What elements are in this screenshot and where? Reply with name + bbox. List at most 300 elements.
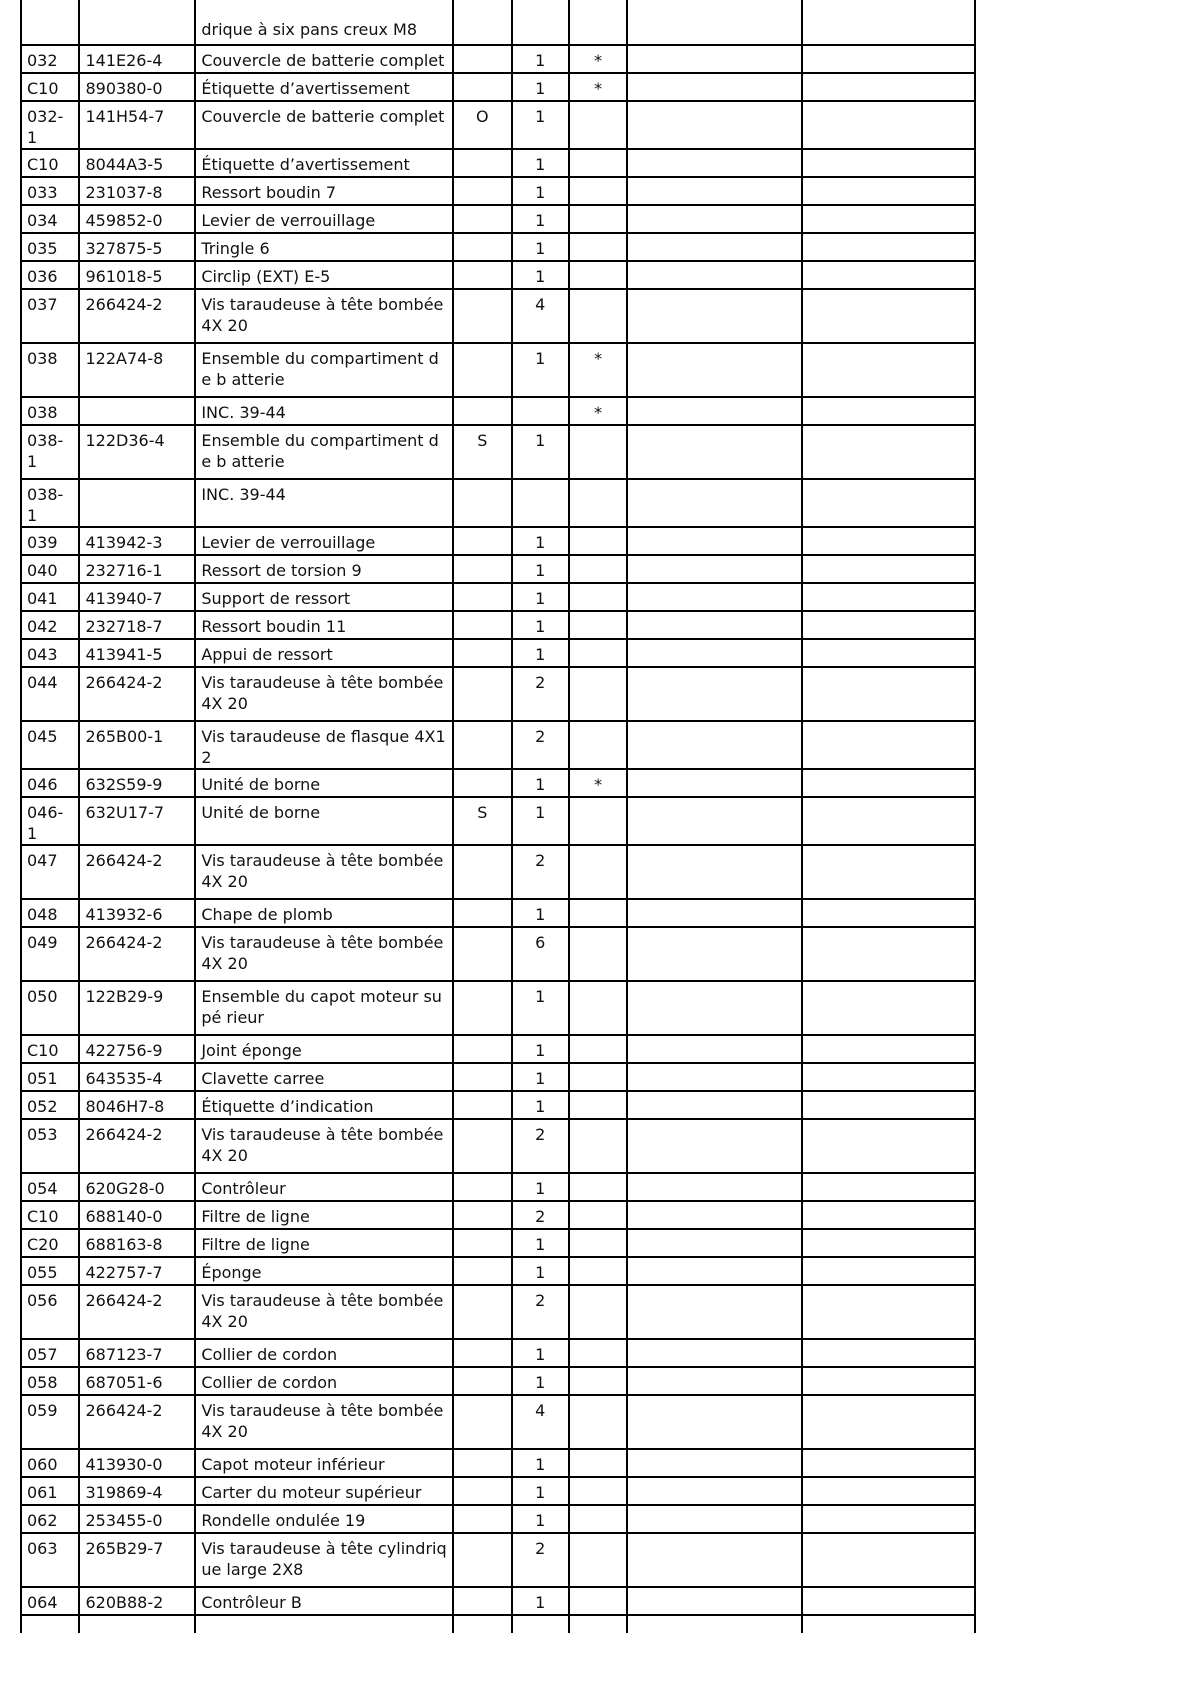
extra-cell-2 — [802, 1449, 975, 1477]
description-cell: Circlip (EXT) E-5 — [195, 261, 453, 289]
note-cell: S — [453, 425, 511, 479]
extra-cell-2 — [802, 611, 975, 639]
extra-cell-2 — [802, 667, 975, 721]
part-number-cell: 413942-3 — [79, 527, 195, 555]
table-row — [21, 1229, 975, 1257]
item-number-cell: 043 — [21, 639, 79, 667]
item-number-cell: C20 — [21, 1229, 79, 1257]
description-cell: Étiquette d’avertissement — [195, 149, 453, 177]
extra-cell-2 — [802, 845, 975, 899]
extra-cell-1 — [627, 101, 801, 149]
part-number-cell: 459852-0 — [79, 205, 195, 233]
extra-cell-1 — [627, 1173, 801, 1201]
description-cell: Vis taraudeuse à tête cylindrique large 2X8 — [195, 1533, 453, 1587]
extra-cell-2 — [802, 1063, 975, 1091]
extra-cell-1 — [627, 177, 801, 205]
description-cell: drique à six pans creux M8 — [195, 0, 453, 45]
table-row — [21, 1091, 975, 1119]
description-cell: Contrôleur B — [195, 1587, 453, 1615]
description-cell: Étiquette d’avertissement — [195, 73, 453, 101]
mark-cell: * — [569, 343, 627, 397]
part-number-cell: 232716-1 — [79, 555, 195, 583]
note-cell — [453, 1201, 511, 1229]
quantity-cell: 1 — [512, 583, 569, 611]
table-row — [21, 639, 975, 667]
extra-cell-1 — [627, 1063, 801, 1091]
quantity-cell: 1 — [512, 899, 569, 927]
extra-cell-2 — [802, 261, 975, 289]
quantity-cell: 1 — [512, 1091, 569, 1119]
quantity-cell: 1 — [512, 1367, 569, 1395]
note-cell — [453, 639, 511, 667]
note-cell — [453, 611, 511, 639]
mark-cell — [569, 149, 627, 177]
description-cell: Joint éponge — [195, 1035, 453, 1063]
quantity-cell: 1 — [512, 1477, 569, 1505]
description-cell: Filtre de ligne — [195, 1201, 453, 1229]
extra-cell-2 — [802, 1505, 975, 1533]
description-cell: Étiquette d’indication — [195, 1091, 453, 1119]
part-number-cell: 266424-2 — [79, 845, 195, 899]
table-row — [21, 667, 975, 721]
extra-cell-1 — [627, 639, 801, 667]
item-number-cell: 064 — [21, 1587, 79, 1615]
table-row — [21, 1449, 975, 1477]
note-cell — [453, 527, 511, 555]
note-cell — [453, 1505, 511, 1533]
item-number-cell: 032 — [21, 45, 79, 73]
description-cell: Rondelle ondulée 19 — [195, 1505, 453, 1533]
mark-cell — [569, 1119, 627, 1173]
quantity-cell: 1 — [512, 981, 569, 1035]
part-number-cell: 319869-4 — [79, 1477, 195, 1505]
table-row — [21, 555, 975, 583]
item-number-cell: C10 — [21, 1201, 79, 1229]
extra-cell-2 — [802, 1615, 975, 1633]
quantity-cell: 2 — [512, 1119, 569, 1173]
part-number-cell: 266424-2 — [79, 667, 195, 721]
extra-cell-2 — [802, 1257, 975, 1285]
item-number-cell: 055 — [21, 1257, 79, 1285]
mark-cell — [569, 555, 627, 583]
table-row — [21, 1119, 975, 1173]
mark-cell — [569, 1229, 627, 1257]
quantity-cell: 1 — [512, 797, 569, 845]
item-number-cell: 042 — [21, 611, 79, 639]
description-cell: Collier de cordon — [195, 1339, 453, 1367]
quantity-cell: 1 — [512, 1173, 569, 1201]
part-number-cell — [79, 397, 195, 425]
mark-cell — [569, 177, 627, 205]
item-number-cell: 053 — [21, 1119, 79, 1173]
note-cell — [453, 981, 511, 1035]
part-number-cell: 266424-2 — [79, 927, 195, 981]
note-cell — [453, 769, 511, 797]
item-number-cell: 059 — [21, 1395, 79, 1449]
description-cell: Vis taraudeuse à tête bombée 4X 20 — [195, 1395, 453, 1449]
mark-cell — [569, 1091, 627, 1119]
table-row — [21, 233, 975, 261]
note-cell — [453, 479, 511, 527]
quantity-cell: 1 — [512, 1257, 569, 1285]
description-cell: Ressort boudin 7 — [195, 177, 453, 205]
note-cell — [453, 1119, 511, 1173]
quantity-cell: 1 — [512, 261, 569, 289]
quantity-cell: 1 — [512, 1229, 569, 1257]
note-cell — [453, 205, 511, 233]
extra-cell-1 — [627, 1367, 801, 1395]
parts-list-table — [20, 0, 976, 1633]
part-number-cell: 413932-6 — [79, 899, 195, 927]
part-number-cell: 632S59-9 — [79, 769, 195, 797]
mark-cell — [569, 797, 627, 845]
part-number-cell: 643535-4 — [79, 1063, 195, 1091]
item-number-cell: 039 — [21, 527, 79, 555]
parts-table-body — [21, 0, 975, 1633]
table-row — [21, 397, 975, 425]
extra-cell-1 — [627, 397, 801, 425]
note-cell — [453, 583, 511, 611]
extra-cell-1 — [627, 261, 801, 289]
table-row — [21, 769, 975, 797]
part-number-cell: 422756-9 — [79, 1035, 195, 1063]
note-cell — [453, 1035, 511, 1063]
description-cell: Levier de verrouillage — [195, 527, 453, 555]
part-number-cell: 890380-0 — [79, 73, 195, 101]
table-row — [21, 1367, 975, 1395]
note-cell — [453, 0, 511, 45]
item-number-cell: 044 — [21, 667, 79, 721]
table-row — [21, 797, 975, 845]
extra-cell-1 — [627, 1035, 801, 1063]
mark-cell — [569, 527, 627, 555]
note-cell — [453, 1285, 511, 1339]
note-cell — [453, 261, 511, 289]
extra-cell-2 — [802, 527, 975, 555]
extra-cell-1 — [627, 479, 801, 527]
quantity-cell: 1 — [512, 149, 569, 177]
extra-cell-2 — [802, 101, 975, 149]
mark-cell — [569, 261, 627, 289]
note-cell — [453, 1339, 511, 1367]
mark-cell — [569, 1257, 627, 1285]
note-cell — [453, 721, 511, 769]
part-number-cell — [79, 479, 195, 527]
table-row — [21, 149, 975, 177]
extra-cell-1 — [627, 927, 801, 981]
extra-cell-2 — [802, 1477, 975, 1505]
mark-cell — [569, 667, 627, 721]
note-cell — [453, 845, 511, 899]
quantity-cell: 1 — [512, 1505, 569, 1533]
extra-cell-1 — [627, 1449, 801, 1477]
part-number-cell: 687051-6 — [79, 1367, 195, 1395]
table-row — [21, 1173, 975, 1201]
extra-cell-2 — [802, 397, 975, 425]
item-number-cell: C10 — [21, 73, 79, 101]
mark-cell — [569, 1449, 627, 1477]
description-cell: Unité de borne — [195, 769, 453, 797]
item-number-cell: 038 — [21, 397, 79, 425]
extra-cell-2 — [802, 1173, 975, 1201]
extra-cell-1 — [627, 583, 801, 611]
mark-cell — [569, 1063, 627, 1091]
item-number-cell: 052 — [21, 1091, 79, 1119]
description-cell: Vis taraudeuse à tête bombée 4X 20 — [195, 1119, 453, 1173]
quantity-cell: 1 — [512, 73, 569, 101]
note-cell — [453, 1063, 511, 1091]
mark-cell — [569, 479, 627, 527]
part-number-cell: 413941-5 — [79, 639, 195, 667]
extra-cell-2 — [802, 981, 975, 1035]
part-number-cell: 687123-7 — [79, 1339, 195, 1367]
description-cell: Vis taraudeuse à tête bombée 4X 20 — [195, 1285, 453, 1339]
mark-cell — [569, 721, 627, 769]
mark-cell — [569, 233, 627, 261]
quantity-cell: 1 — [512, 1035, 569, 1063]
item-number-cell: 041 — [21, 583, 79, 611]
mark-cell: * — [569, 397, 627, 425]
table-row — [21, 205, 975, 233]
item-number-cell: 033 — [21, 177, 79, 205]
description-cell: INC. 39-44 — [195, 397, 453, 425]
part-number-cell: 122B29-9 — [79, 981, 195, 1035]
item-number-cell: 063 — [21, 1533, 79, 1587]
table-row — [21, 721, 975, 769]
extra-cell-2 — [802, 1587, 975, 1615]
part-number-cell: 266424-2 — [79, 1119, 195, 1173]
extra-cell-1 — [627, 611, 801, 639]
note-cell — [453, 149, 511, 177]
table-row — [21, 611, 975, 639]
extra-cell-1 — [627, 289, 801, 343]
description-cell: Couvercle de batterie complet — [195, 101, 453, 149]
extra-cell-1 — [627, 1339, 801, 1367]
extra-cell-1 — [627, 73, 801, 101]
quantity-cell: 1 — [512, 177, 569, 205]
note-cell — [453, 1587, 511, 1615]
mark-cell: * — [569, 73, 627, 101]
item-number-cell: C10 — [21, 1035, 79, 1063]
mark-cell — [569, 1505, 627, 1533]
quantity-cell: 1 — [512, 1063, 569, 1091]
extra-cell-2 — [802, 1091, 975, 1119]
note-cell — [453, 555, 511, 583]
extra-cell-2 — [802, 233, 975, 261]
note-cell — [453, 1173, 511, 1201]
extra-cell-2 — [802, 1035, 975, 1063]
extra-cell-1 — [627, 899, 801, 927]
mark-cell — [569, 205, 627, 233]
mark-cell — [569, 425, 627, 479]
extra-cell-1 — [627, 343, 801, 397]
description-cell — [195, 1615, 453, 1633]
part-number-cell: 122D36-4 — [79, 425, 195, 479]
note-cell — [453, 45, 511, 73]
extra-cell-1 — [627, 1533, 801, 1587]
extra-cell-2 — [802, 927, 975, 981]
description-cell: Support de ressort — [195, 583, 453, 611]
mark-cell — [569, 0, 627, 45]
extra-cell-2 — [802, 0, 975, 45]
quantity-cell: 1 — [512, 555, 569, 583]
mark-cell — [569, 289, 627, 343]
extra-cell-1 — [627, 555, 801, 583]
mark-cell — [569, 1615, 627, 1633]
description-cell: Ressort boudin 11 — [195, 611, 453, 639]
part-number-cell: 632U17-7 — [79, 797, 195, 845]
note-cell — [453, 1449, 511, 1477]
mark-cell — [569, 1587, 627, 1615]
table-row — [21, 1285, 975, 1339]
quantity-cell: 2 — [512, 845, 569, 899]
table-row — [21, 981, 975, 1035]
extra-cell-2 — [802, 1201, 975, 1229]
quantity-cell: 1 — [512, 205, 569, 233]
extra-cell-1 — [627, 45, 801, 73]
part-number-cell — [79, 1615, 195, 1633]
extra-cell-2 — [802, 479, 975, 527]
quantity-cell: 1 — [512, 639, 569, 667]
description-cell: Éponge — [195, 1257, 453, 1285]
quantity-cell: 1 — [512, 343, 569, 397]
table-row — [21, 343, 975, 397]
extra-cell-1 — [627, 1395, 801, 1449]
item-number-cell: 032-1 — [21, 101, 79, 149]
description-cell: Contrôleur — [195, 1173, 453, 1201]
quantity-cell: 2 — [512, 1533, 569, 1587]
part-number-cell: 327875-5 — [79, 233, 195, 261]
note-cell — [453, 1091, 511, 1119]
extra-cell-1 — [627, 1505, 801, 1533]
part-number-cell: 688140-0 — [79, 1201, 195, 1229]
extra-cell-2 — [802, 769, 975, 797]
extra-cell-2 — [802, 639, 975, 667]
note-cell — [453, 1477, 511, 1505]
extra-cell-1 — [627, 797, 801, 845]
description-cell: Carter du moteur supérieur — [195, 1477, 453, 1505]
part-number-cell: 122A74-8 — [79, 343, 195, 397]
mark-cell — [569, 611, 627, 639]
note-cell — [453, 1533, 511, 1587]
extra-cell-1 — [627, 1285, 801, 1339]
quantity-cell: 1 — [512, 611, 569, 639]
extra-cell-2 — [802, 555, 975, 583]
part-number-cell: 620B88-2 — [79, 1587, 195, 1615]
extra-cell-2 — [802, 177, 975, 205]
item-number-cell: 054 — [21, 1173, 79, 1201]
part-number-cell: 8046H7-8 — [79, 1091, 195, 1119]
part-number-cell: 413930-0 — [79, 1449, 195, 1477]
table-row — [21, 1035, 975, 1063]
table-row — [21, 45, 975, 73]
quantity-cell: 6 — [512, 927, 569, 981]
item-number-cell: 036 — [21, 261, 79, 289]
table-row — [21, 425, 975, 479]
note-cell — [453, 343, 511, 397]
extra-cell-1 — [627, 721, 801, 769]
quantity-cell — [512, 1615, 569, 1633]
part-number-cell: 266424-2 — [79, 1285, 195, 1339]
mark-cell — [569, 1339, 627, 1367]
description-cell: Ensemble du capot moteur supé rieur — [195, 981, 453, 1035]
description-cell: Clavette carree — [195, 1063, 453, 1091]
mark-cell — [569, 1367, 627, 1395]
table-row — [21, 73, 975, 101]
note-cell — [453, 233, 511, 261]
note-cell — [453, 1257, 511, 1285]
table-row — [21, 1339, 975, 1367]
part-number-cell: 265B00-1 — [79, 721, 195, 769]
extra-cell-2 — [802, 797, 975, 845]
extra-cell-1 — [627, 1587, 801, 1615]
extra-cell-2 — [802, 1395, 975, 1449]
quantity-cell: 4 — [512, 289, 569, 343]
extra-cell-1 — [627, 149, 801, 177]
extra-cell-2 — [802, 343, 975, 397]
part-number-cell: 266424-2 — [79, 289, 195, 343]
table-row — [21, 1615, 975, 1633]
table-row — [21, 1587, 975, 1615]
table-row — [21, 1533, 975, 1587]
part-number-cell: 620G28-0 — [79, 1173, 195, 1201]
part-number-cell — [79, 0, 195, 45]
item-number-cell: 050 — [21, 981, 79, 1035]
description-cell: Vis taraudeuse à tête bombée 4X 20 — [195, 667, 453, 721]
table-row — [21, 101, 975, 149]
table-row — [21, 261, 975, 289]
extra-cell-2 — [802, 45, 975, 73]
description-cell: INC. 39-44 — [195, 479, 453, 527]
part-number-cell: 253455-0 — [79, 1505, 195, 1533]
description-cell: Couvercle de batterie complet — [195, 45, 453, 73]
quantity-cell: 1 — [512, 1587, 569, 1615]
mark-cell — [569, 845, 627, 899]
item-number-cell: 045 — [21, 721, 79, 769]
quantity-cell: 2 — [512, 1285, 569, 1339]
extra-cell-2 — [802, 425, 975, 479]
description-cell: Capot moteur inférieur — [195, 1449, 453, 1477]
table-row — [21, 289, 975, 343]
quantity-cell — [512, 479, 569, 527]
extra-cell-1 — [627, 769, 801, 797]
note-cell — [453, 667, 511, 721]
item-number-cell: 034 — [21, 205, 79, 233]
description-cell: Ressort de torsion 9 — [195, 555, 453, 583]
item-number-cell: 060 — [21, 1449, 79, 1477]
extra-cell-2 — [802, 721, 975, 769]
part-number-cell: 688163-8 — [79, 1229, 195, 1257]
extra-cell-1 — [627, 1091, 801, 1119]
quantity-cell: 1 — [512, 1339, 569, 1367]
mark-cell — [569, 101, 627, 149]
table-row — [21, 479, 975, 527]
note-cell — [453, 1229, 511, 1257]
note-cell — [453, 397, 511, 425]
description-cell: Levier de verrouillage — [195, 205, 453, 233]
mark-cell — [569, 1201, 627, 1229]
item-number-cell: 037 — [21, 289, 79, 343]
note-cell: S — [453, 797, 511, 845]
mark-cell — [569, 1477, 627, 1505]
description-cell: Ensemble du compartiment de b atterie — [195, 343, 453, 397]
note-cell — [453, 899, 511, 927]
note-cell — [453, 289, 511, 343]
extra-cell-2 — [802, 1339, 975, 1367]
extra-cell-2 — [802, 1285, 975, 1339]
item-number-cell: 046-1 — [21, 797, 79, 845]
extra-cell-1 — [627, 425, 801, 479]
